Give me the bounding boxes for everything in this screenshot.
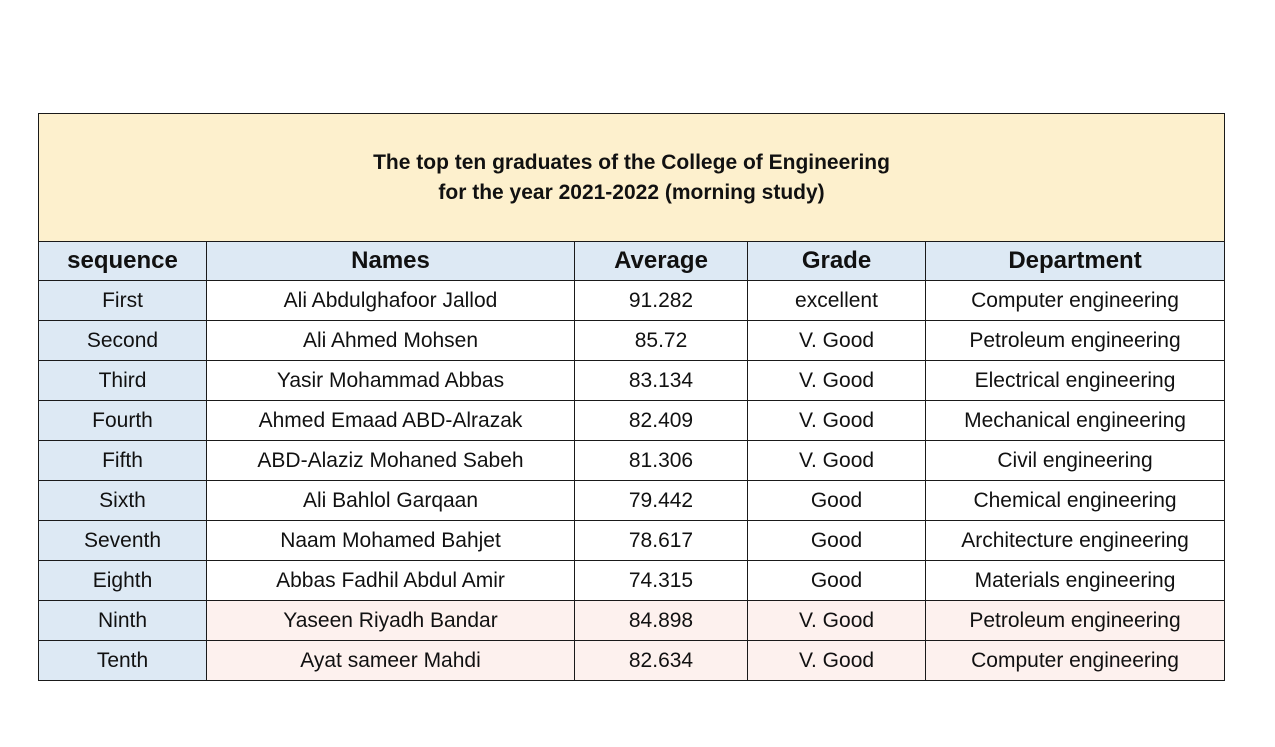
table-row (39, 281, 1225, 321)
department-cell: Electrical engineering (926, 361, 1225, 401)
sequence-cell: First (39, 281, 207, 321)
sequence-cell: Ninth (39, 601, 207, 641)
grade-cell: Good (748, 561, 926, 601)
grade-cell: V. Good (748, 641, 926, 681)
department-cell: Computer engineering (926, 281, 1225, 321)
sequence-cell: Third (39, 361, 207, 401)
department-cell: Civil engineering (926, 441, 1225, 481)
grade-cell: Good (748, 521, 926, 561)
title-line-2: for the year 2021-2022 (morning study) (438, 180, 825, 204)
header-names: Names (207, 242, 575, 281)
table-row (39, 601, 1225, 641)
grade-cell: V. Good (748, 401, 926, 441)
average-cell: 79.442 (575, 481, 748, 521)
header-department: Department (926, 242, 1225, 281)
name-cell: Ali Ahmed Mohsen (207, 321, 575, 361)
sequence-cell: Second (39, 321, 207, 361)
table-row (39, 321, 1225, 361)
average-cell: 74.315 (575, 561, 748, 601)
title-row (39, 114, 1225, 242)
table-row (39, 521, 1225, 561)
grade-cell: V. Good (748, 361, 926, 401)
department-cell: Materials engineering (926, 561, 1225, 601)
name-cell: Yaseen Riyadh Bandar (207, 601, 575, 641)
header-average: Average (575, 242, 748, 281)
name-cell: Naam Mohamed Bahjet (207, 521, 575, 561)
grade-cell: excellent (748, 281, 926, 321)
grade-cell: Good (748, 481, 926, 521)
table-row (39, 561, 1225, 601)
department-cell: Computer engineering (926, 641, 1225, 681)
header-row (39, 242, 1225, 281)
average-cell: 91.282 (575, 281, 748, 321)
grade-cell: V. Good (748, 321, 926, 361)
sequence-cell: Tenth (39, 641, 207, 681)
name-cell: Abbas Fadhil Abdul Amir (207, 561, 575, 601)
department-cell: Petroleum engineering (926, 601, 1225, 641)
name-cell: ABD-Alaziz Mohaned Sabeh (207, 441, 575, 481)
sequence-cell: Fifth (39, 441, 207, 481)
department-cell: Mechanical engineering (926, 401, 1225, 441)
sequence-cell: Fourth (39, 401, 207, 441)
table-row (39, 401, 1225, 441)
name-cell: Ali Bahlol Garqaan (207, 481, 575, 521)
average-cell: 82.634 (575, 641, 748, 681)
table-title (39, 114, 1225, 242)
title-line-1: The top ten graduates of the College of Engineering (373, 150, 890, 174)
header-grade: Grade (748, 242, 926, 281)
average-cell: 81.306 (575, 441, 748, 481)
grade-cell: V. Good (748, 601, 926, 641)
grade-cell: V. Good (748, 441, 926, 481)
average-cell: 85.72 (575, 321, 748, 361)
graduates-table (38, 113, 1225, 681)
average-cell: 84.898 (575, 601, 748, 641)
table-row (39, 481, 1225, 521)
name-cell: Ali Abdulghafoor Jallod (207, 281, 575, 321)
name-cell: Ahmed Emaad ABD-Alrazak (207, 401, 575, 441)
department-cell: Petroleum engineering (926, 321, 1225, 361)
average-cell: 82.409 (575, 401, 748, 441)
name-cell: Yasir Mohammad Abbas (207, 361, 575, 401)
table-row (39, 361, 1225, 401)
sequence-cell: Eighth (39, 561, 207, 601)
table-row (39, 441, 1225, 481)
header-sequence: sequence (39, 242, 207, 281)
graduates-table-container (38, 113, 1224, 681)
name-cell: Ayat sameer Mahdi (207, 641, 575, 681)
department-cell: Architecture engineering (926, 521, 1225, 561)
sequence-cell: Seventh (39, 521, 207, 561)
average-cell: 78.617 (575, 521, 748, 561)
average-cell: 83.134 (575, 361, 748, 401)
table-row (39, 641, 1225, 681)
sequence-cell: Sixth (39, 481, 207, 521)
department-cell: Chemical engineering (926, 481, 1225, 521)
